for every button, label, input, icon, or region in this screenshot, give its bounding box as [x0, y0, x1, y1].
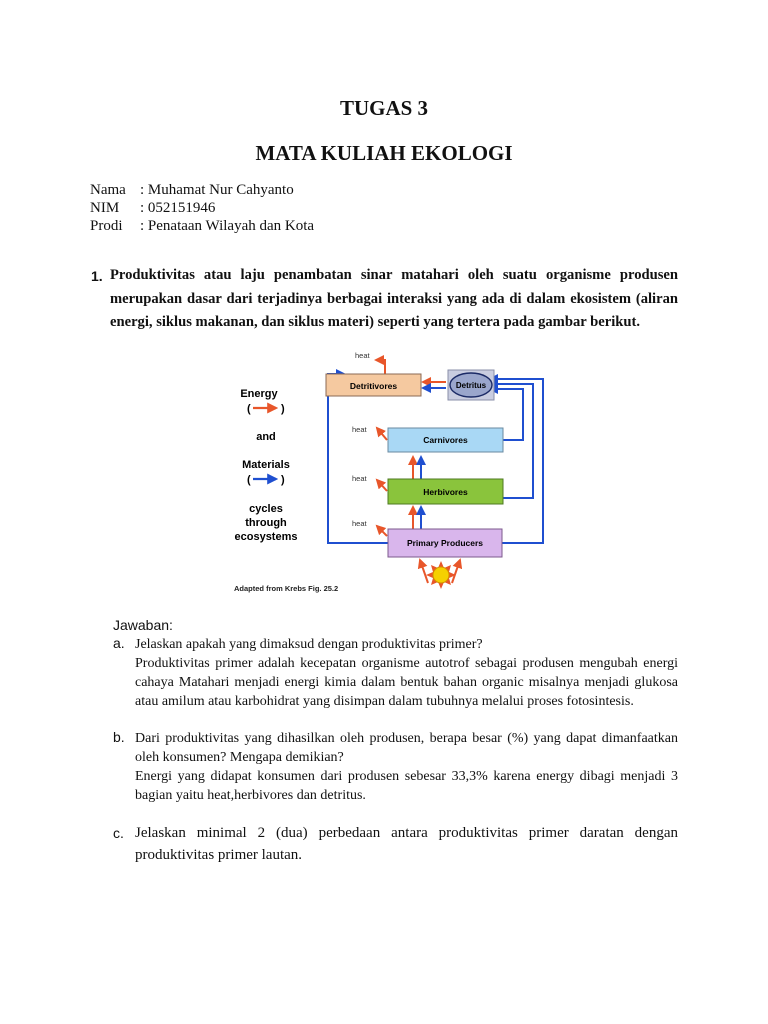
legend-materials: Materials	[242, 459, 290, 471]
legend-ecosystems: ecosystems	[234, 531, 298, 543]
legend-materials-close: )	[281, 474, 285, 486]
item-a-block	[135, 635, 678, 711]
heat-arrow-producers	[377, 526, 387, 536]
heat-label-carnivores: heat	[352, 425, 367, 434]
student-name-label: Nama	[90, 182, 126, 198]
student-prodi-row	[90, 217, 314, 235]
primary-producers-label: Primary Producers	[406, 538, 484, 548]
item-c-letter: c.	[113, 825, 124, 841]
student-nim-label: NIM	[90, 200, 120, 216]
item-b-answer: Energi yang didapat konsumen dari produsen sebesar 33,3% karena energy dibagi menjadi 3 bagian yaitu heat,herbivores dan detritus.	[135, 769, 678, 803]
legend-energy-close: )	[281, 403, 285, 415]
herbivores-label: Herbivores	[423, 487, 468, 497]
legend-cycles: cycles	[249, 503, 283, 515]
legend-through: through	[245, 517, 287, 529]
document-title: TUGAS 3	[339, 96, 429, 120]
student-nim-value: : 052151946	[140, 200, 216, 216]
legend-materials-open: (	[247, 474, 251, 486]
material-loop-left	[328, 374, 391, 543]
item-c-question: Jelaskan minimal 2 (dua) perbedaan antara produktivitas primer daratan dengan produktivitas primer lautan.	[135, 825, 678, 863]
document-subtitle: MATA KULIAH EKOLOGI	[255, 141, 513, 165]
sun-icon	[420, 560, 460, 589]
item-a-answer: Produktivitas primer adalah kecepatan organisme autotrof sebagai produsen mengubah energi cahaya Matahari menjadi energi kimia dalam bentuk bahan organic misalnya menjadi glukosa atau amilum atau karbohidrat yang disimpan dalam tubuhnya melalui proses fotosintesis.	[135, 656, 678, 709]
item-a-question: Jelaskan apakah yang dimaksud dengan produktivitas primer?	[135, 637, 483, 652]
student-nim-row	[90, 199, 215, 217]
student-name-value: : Muhamat Nur Cahyanto	[140, 182, 294, 198]
student-prodi-value: : Penataan Wilayah dan Kota	[140, 218, 315, 234]
heat-arrow-herbivores	[377, 480, 387, 491]
heat-arrow-carnivores	[377, 428, 387, 440]
item-a-letter: a.	[113, 635, 125, 651]
heat-label-herbivores: heat	[352, 474, 367, 483]
detritus-label: Detritus	[455, 381, 487, 390]
question-1-text: Produktivitas atau laju penambatan sinar matahari oleh suatu organisme produsen merupakan dasar dari terjadinya berbagai interaksi yang ada di dalam ekosistem (aliran energi, siklus makanan, dan siklus materi) seperti yang tertera pada gambar berikut.	[110, 267, 678, 330]
answer-label: Jawaban:	[113, 617, 173, 633]
material-loop-right-1	[490, 379, 543, 543]
ecosystem-diagram	[230, 348, 556, 594]
heat-arrow-detritivores	[376, 360, 385, 374]
legend-and: and	[256, 431, 276, 443]
figure-caption: Adapted from Krebs Fig. 25.2	[234, 584, 339, 593]
student-prodi-label: Prodi	[90, 218, 123, 234]
heat-label-producers: heat	[352, 519, 367, 528]
carnivores-label: Carnivores	[423, 435, 468, 445]
detritivores-label: Detritivores	[349, 381, 398, 391]
question-1-number: 1.	[91, 268, 103, 284]
item-b-question: Dari produktivitas yang dihasilkan oleh produsen, berapa besar (%) yang dapat dimanfaatkan oleh konsumen? Mengapa demikian?	[135, 731, 678, 765]
item-b-block	[135, 729, 678, 805]
legend-energy: Energy	[240, 388, 278, 400]
item-c-block	[135, 822, 678, 866]
student-name-row	[90, 181, 294, 199]
heat-label-detritivores: heat	[355, 351, 370, 360]
item-b-letter: b.	[113, 729, 125, 745]
legend-energy-open: (	[247, 403, 251, 415]
